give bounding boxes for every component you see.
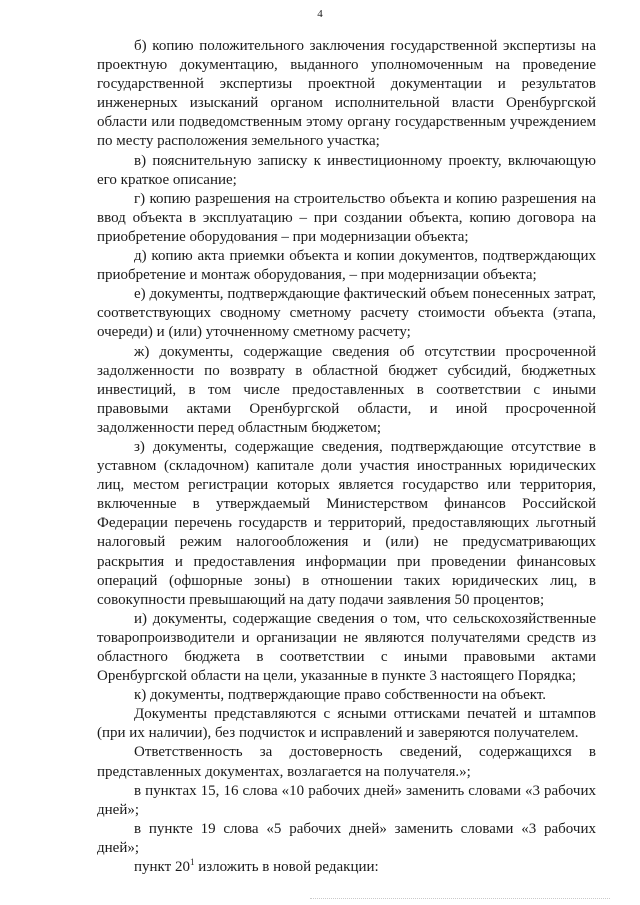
- paragraph-responsibility: Ответственность за достоверность сведений, содержащихся в представленных документах, возлагается на получателя.»;: [97, 744, 596, 780]
- document-body: [97, 37, 596, 877]
- paragraph-documents-requirements: Документы представляются с ясными оттисками печатей и штампов (при их наличии), без подчисток и исправлений и заверяются получателем.: [97, 706, 596, 742]
- paragraph-item-d: д) копию акта приемки объекта и копии документов, подтверждающих приобретение и монтаж оборудования, – при модернизации объекта;: [97, 248, 596, 284]
- paragraph-item-e: е) документы, подтверждающие фактический объем понесенных затрат, соответствующих сводному сметному расчету стоимости объекта (этапа, очереди) и (или) уточненному сметному расчету;: [97, 286, 596, 341]
- page-number: 4: [317, 8, 323, 20]
- paragraph-item-zh: ж) документы, содержащие сведения об отсутствии просроченной задолженности по возврату в областной бюджет субсидий, бюджетных инвестиций, в том числе предоставленных в соответствии с иными правовыми актами Оренбургской области, и иной просроченной задолженности перед областным бюджетом;: [97, 343, 596, 436]
- paragraph-item-i: и) документы, содержащие сведения о том, что сельскохозяйственные товаропроизводители и организации не являются получателями средств из областного бюджета в соответствии с иными правовыми актами Оренбургской области на цели, указанные в пункте 3 настоящего Порядка;: [97, 610, 596, 685]
- amendment-20-text-after: изложить в новой редакции:: [194, 859, 379, 876]
- paragraph-item-k: к) документы, подтверждающие право собственности на объект.: [134, 687, 546, 704]
- paragraph-amendment-20-1: [97, 858, 596, 877]
- paragraph-item-v: в) пояснительную записку к инвестиционному проекту, включающую его краткое описание;: [97, 152, 596, 188]
- paragraph-item-g: г) копию разрешения на строительство объекта и копию разрешения на ввод объекта в эксплуатацию – при создании объекта, копию договора на приобретение оборудования – при модернизации объекта;: [97, 190, 596, 245]
- paragraph-amendment-19: в пункте 19 слова «5 рабочих дней» заменить словами «3 рабочих дней»;: [97, 820, 596, 856]
- scan-artifact-line: [310, 898, 610, 901]
- amendment-20-superscript: 1: [189, 857, 195, 868]
- amendment-20-text-before: пункт 20: [134, 859, 190, 876]
- paragraph-item-b: б) копию положительного заключения государственной экспертизы на проектную документацию, выданного уполномоченным на проведение государственной экспертизы проектной документации и результатов инженерных изысканий органом исполнительной власти Оренбургской области или подведомственным этому органу государственным учреждением по месту расположения земельного участка;: [97, 38, 596, 150]
- paragraph-item-z: з) документы, содержащие сведения, подтверждающие отсутствие в уставном (складочном) капитале доли участия иностранных юридических лиц, местом регистрации которых является государство или территория, включенные в утверждаемый Министерством финансов Российской Федерации перечень государств и территорий, предоставляющих льготный налоговый режим налогообложения и (или) не предусматривающих раскрытия и предоставления информации при проведении финансовых операций (офшорные зоны) в отношении таких юридических лиц, в совокупности превышающий на дату подачи заявления 50 процентов;: [97, 438, 596, 608]
- paragraph-amendment-15-16: в пунктах 15, 16 слова «10 рабочих дней» заменить словами «3 рабочих дней»;: [97, 782, 596, 818]
